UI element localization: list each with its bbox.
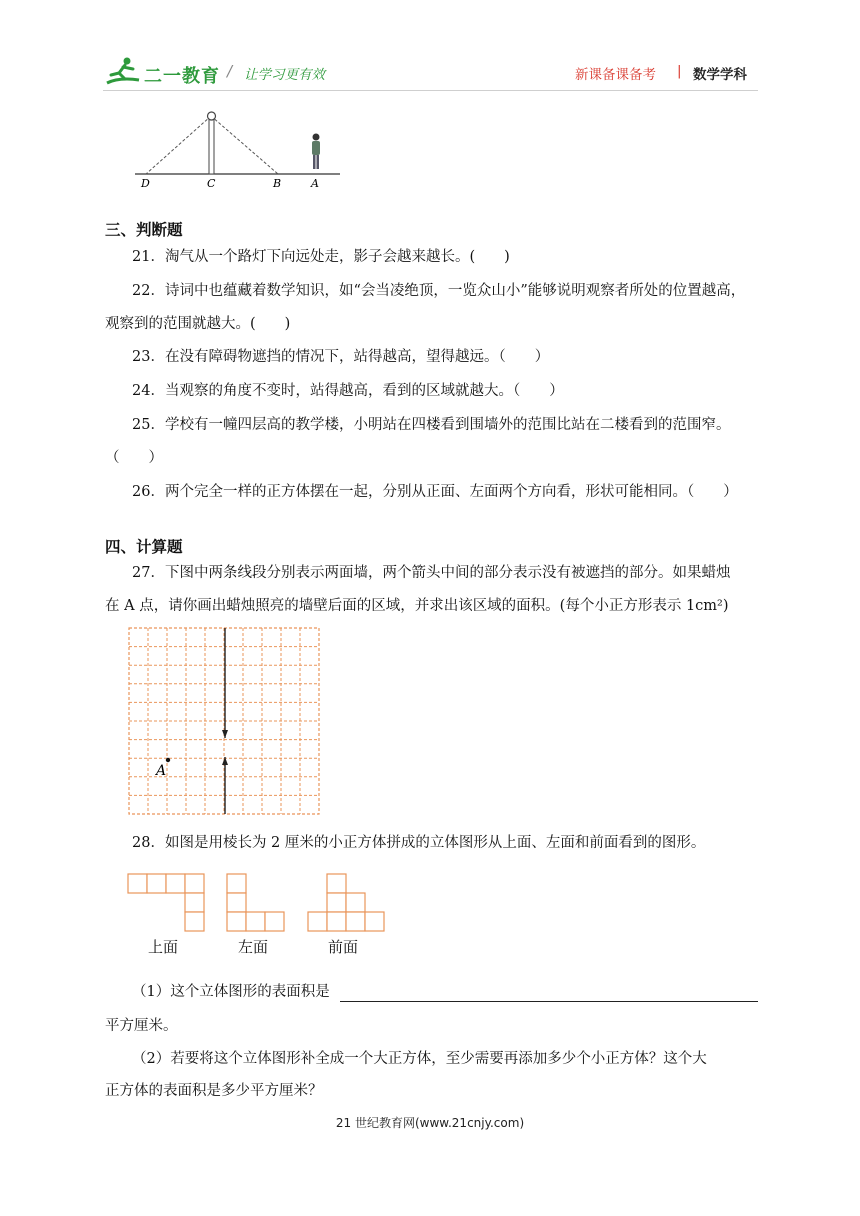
view-top-shape	[128, 874, 204, 931]
view-left-shape	[227, 874, 284, 931]
question-22-line2: 观察到的范围就越大。( )	[105, 316, 291, 332]
arrow-up-icon	[222, 757, 228, 765]
question-25-line1: 25．学校有一幢四层高的教学楼，小明站在四楼看到围墙外的范围比站在二楼看到的范围窄。	[132, 417, 731, 433]
header-course: 新课备课备考	[575, 67, 656, 83]
header-subject: 数学学科	[693, 67, 747, 83]
header-slash: /	[227, 62, 233, 80]
point-label-b: B	[273, 177, 282, 190]
point-label-c: C	[207, 177, 216, 190]
lamp-post	[209, 118, 214, 174]
footer-source: 21 世纪教育网(www.21cnjy.com)	[335, 1116, 525, 1130]
answer-blank-line[interactable]	[340, 1001, 758, 1002]
point-a-dot	[166, 758, 170, 762]
view-front-shape	[308, 874, 384, 931]
point-label-d: D	[141, 177, 150, 190]
header	[0, 0, 860, 100]
person-icon	[312, 134, 320, 170]
logo-text: 二一教育	[144, 66, 220, 87]
view-left-label: 左面	[238, 938, 269, 956]
question-22-line1: 22．诗词中也蕴藏着数学知识，如“会当凌绝顶，一览众山小”能够说明观察者所处的位置越高，	[132, 283, 746, 299]
arrow-down-icon	[222, 730, 228, 738]
point-label-a: A	[311, 177, 319, 190]
grid-figure	[128, 627, 322, 817]
question-27-line1: 27．下图中两条线段分别表示两面墙，两个箭头中间的部分表示没有被遮挡的部分。如果蜡烛	[132, 565, 731, 581]
question-21: 21．淘气从一个路灯下向远处走，影子会越来越长。( )	[132, 249, 510, 265]
light-ray-right	[211, 116, 278, 174]
lamp-icon	[208, 112, 216, 120]
header-slogan: 让学习更有效	[244, 67, 325, 83]
question-26: 26．两个完全一样的正方体摆在一起，分别从正面、左面两个方向看，形状可能相同。（ ）	[132, 484, 738, 500]
header-rule	[103, 90, 758, 91]
light-ray-left	[146, 116, 211, 174]
section-title-calculation: 四、计算题	[105, 538, 183, 556]
view-top-label: 上面	[148, 938, 179, 956]
lamp-diagram	[135, 108, 345, 190]
point-a-label: A	[156, 763, 167, 779]
question-28-1-text: （1）这个立体图形的表面积是	[132, 984, 330, 1000]
view-front-label: 前面	[328, 938, 359, 956]
question-28-2-line1: （2）若要将这个立体图形补全成一个大正方体，至少需要再添加多少个小正方体？这个大	[132, 1051, 707, 1067]
question-28: 28．如图是用棱长为 2 厘米的小正方体拼成的立体图形从上面、左面和前面看到的图形。	[132, 835, 706, 851]
question-28-2-line2: 正方体的表面积是多少平方厘米？	[105, 1083, 323, 1099]
grid-lines	[129, 628, 319, 814]
question-27-line2: 在 A 点，请你画出蜡烛照亮的墙壁后面的区域，并求出该区域的面积。(每个小正方形表示 1cm²)	[105, 598, 729, 614]
question-23: 23．在没有障碍物遮挡的情况下，站得越高，望得越远。（ ）	[132, 349, 550, 365]
logo-runner-icon	[103, 55, 143, 89]
question-25-line2: （ ）	[105, 450, 163, 466]
question-24: 24．当观察的角度不变时，站得越高，看到的区域就越大。（ ）	[132, 383, 564, 399]
question-28-1-unit: 平方厘米。	[105, 1018, 178, 1034]
header-divider: |	[677, 63, 682, 79]
section-title-judgement: 三、判断题	[105, 221, 183, 239]
